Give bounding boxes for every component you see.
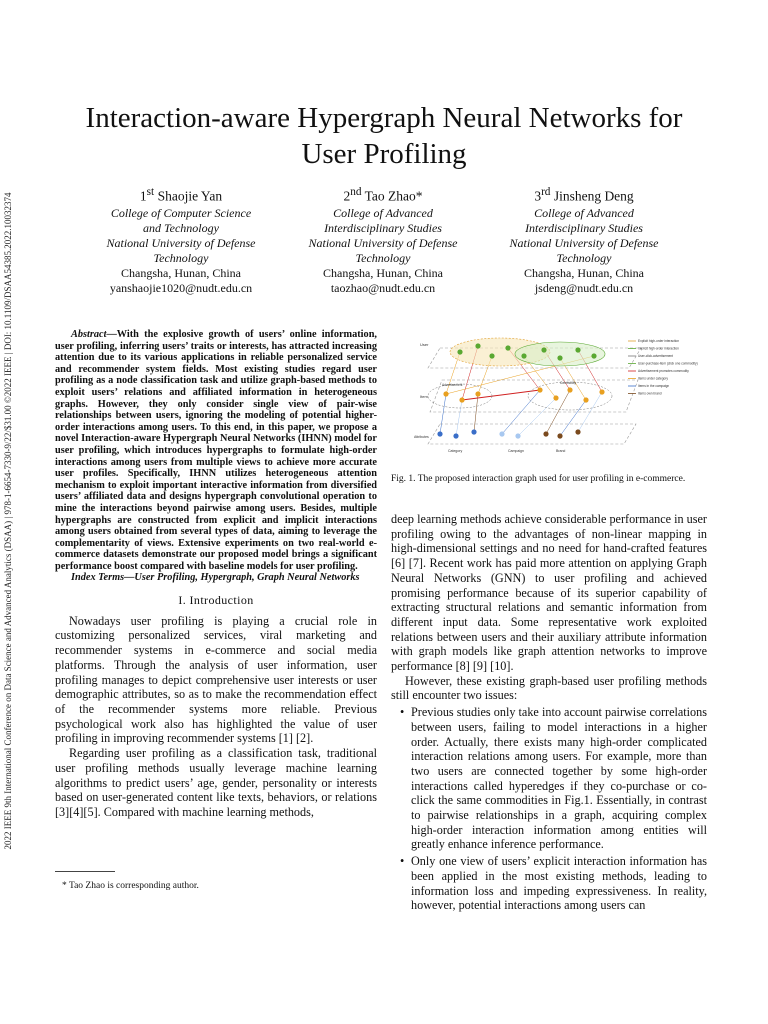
user-node: [457, 349, 462, 354]
row-label: Item: [420, 394, 428, 399]
attribute-node: [499, 431, 504, 436]
user-node: [475, 343, 480, 348]
author-location: Changsha, Hunan, China: [524, 265, 644, 280]
attribute-node: [453, 433, 458, 438]
item-node: [583, 397, 588, 402]
item-node: [567, 387, 572, 392]
abstract: [55, 329, 377, 572]
intro-paragraph-2: Regarding user profiling as a classification task, traditional user profiling methods usually leverage machine learning algorithms to predict users’ age, gender, personality or interests based on user-generated content like texts, behaviors, or relations [3][4][5]. Compared with machine learning methods,: [55, 746, 377, 819]
legend-entry: Implicit high-order interaction: [638, 346, 679, 351]
legend-entry: Items in the campaign: [638, 384, 670, 388]
figure-caption: Fig. 1. The proposed interaction graph used for user profiling in e-commerce.: [391, 474, 686, 484]
legend-entry: Explicit high-order interaction: [638, 339, 680, 343]
user-node: [489, 353, 494, 358]
bullet-icon: •: [400, 854, 405, 869]
author-ordinal: 1: [139, 188, 147, 204]
intro-paragraph-1: Nowadays user profiling is playing a crucial role in customizing personalized services, viral marketing and recommender systems in e-commerce and social media platforms. Through the analysis of user information, user profiling manages to depict comprehensive user interests or user demographic attributes, so as to make the recommendation effect of the recommender systems more reliable. Previous psychological work also has highlighted the value of user profiling in improving recommender systems [1] [2].: [55, 613, 377, 746]
attribute-edge: [518, 398, 556, 436]
abstract-label: Abstract: [71, 329, 107, 340]
user-node: [541, 347, 546, 352]
item-node: [553, 395, 558, 400]
item-node: [459, 397, 464, 402]
author-affiliation: National University of Defense: [308, 235, 458, 250]
footnote-rule: [55, 871, 115, 872]
right-paragraph-2: However, these existing graph-based user profiling methods still encounter two issues:: [391, 673, 707, 703]
author-affiliation: College of Advanced: [534, 205, 634, 220]
legend-entry: User-click-advertisement: [638, 354, 674, 358]
author-ordinal-suffix: st: [146, 186, 155, 198]
author-name: [489, 184, 679, 205]
list-item: [391, 854, 707, 913]
item-node: [475, 391, 480, 396]
section-heading: I. Introduction: [178, 593, 254, 608]
title-line-2: User Profiling: [301, 138, 467, 170]
title-line-1: Interaction-aware Hypergraph Neural Networks for: [85, 102, 683, 134]
index-terms: Index Terms—User Profiling, Hypergraph, Graph Neural Networks: [71, 572, 360, 584]
region-ellipse: [428, 384, 492, 408]
author-name-text: Jinsheng Deng: [553, 188, 634, 204]
abstract-text: —With the explosive growth of users’ online information, user profiling, inferring users’ traits or interests, has attracted increasing attention due to its various applications in reliable personalized service and recommender system fields. Most existing studies regard user profiling as a node classification task and utilize graph-based methods to exploit users’ relations and affiliated information in heterogeneous graphs. However, they only consider single view of pair-wise relationships between users, ignoring the modeling of potential higher-order interactions among users. To this end, in this paper, we propose a novel Interaction-aware Hypergraph Neural Networks (IHNN) model for user profiling, which introduces hypergraphs to formulate high-order interactions among users from multiple views to achieve more accurate user profiles. Specifically, IHNN utilizes heterogeneous attention mechanism to exploit important interactive information from diversified users’ affiliated data and designs hypergraph convolutional operation to mine the interactions beyond pairwise among users. Besides, multiple hypergraphs are constructed from explicit and implicit interactions among users obtained from several types of data, aiming to leverage the complementarity of views. Extensive experiments on two real-world e-commerce datasets demonstrate our proposed model brings a significant performance boost compared with baseline models for user profiling.: [55, 329, 377, 572]
author-ordinal-suffix: nd: [350, 186, 362, 198]
user-node: [521, 353, 526, 358]
author-location: Changsha, Hunan, China: [323, 265, 443, 280]
item-node: [443, 391, 448, 396]
author-ordinal-suffix: rd: [541, 186, 551, 198]
attribute-node: [437, 431, 442, 436]
author-affiliation: College of Advanced: [333, 205, 433, 220]
user-node: [505, 345, 510, 350]
user-node: [557, 355, 562, 360]
author-affiliation: National University of Defense: [509, 235, 659, 250]
region-label: Advertisement: [442, 383, 463, 387]
promotion-edge: [462, 390, 540, 400]
author-block-3: [489, 184, 679, 296]
layer-plane: [428, 424, 636, 444]
attribute-node: [557, 433, 562, 438]
legend-entry: Items own brand: [638, 391, 662, 396]
author-email: taozhao@nudt.edu.cn: [330, 280, 436, 295]
author-block-2: [288, 184, 478, 296]
hyperedge-ellipse: [515, 342, 605, 366]
right-column: [391, 512, 707, 915]
attribute-edge: [560, 400, 586, 436]
row-label: Attributes: [414, 435, 429, 439]
author-affiliation: Interdisciplinary Studies: [525, 220, 643, 235]
attribute-group-label: Category: [448, 449, 463, 453]
author-email: yanshaojie1020@nudt.edu.cn: [109, 280, 253, 295]
attribute-node: [471, 429, 476, 434]
list-item: [391, 705, 707, 852]
right-paragraph-1: deep learning methods achieve considerable performance in user profiling owing to the advantages of non-linear mapping in high-dimensional settings and no need for hand-crafted features [6] [7]. Recent work has paid more attention on applying Graph Neural Networks (GNN) to user profiling and achieved promising performance because of its superior capability of extracting structural relations and semantic information from different input data. Some representative work exploited relations between users and their auxiliary attribute information with graph models like graph attention networks to improve performance [8] [9] [10].: [391, 512, 707, 674]
region-label: Commodity: [560, 381, 577, 385]
row-label: User: [420, 342, 429, 347]
attribute-node: [515, 433, 520, 438]
author-affiliation: National University of Defense: [106, 235, 256, 250]
author-location: Changsha, Hunan, China: [121, 265, 241, 280]
attribute-group-label: Campaign: [508, 449, 524, 453]
user-node: [575, 347, 580, 352]
author-ordinal: 2: [343, 188, 351, 204]
author-name: [86, 184, 276, 205]
list-item-text: Previous studies only take into account pairwise correlations between users, failing to model interactions in a higher order. Actually, there exists many high-order complicated interaction relations among users. For example, more than two users are connected together by some high-order interactions called hyperedges if they co-purchase or co-click the same commodities in Fig.1. Essentially, in contrast to pairwise relationships in a graph, acquiring complex high-order interaction information among entities will greatly enhance inference performance.: [411, 705, 707, 852]
author-affiliation: and Technology: [143, 220, 219, 235]
item-node: [599, 389, 604, 394]
author-name-text: Tao Zhao*: [364, 188, 423, 204]
bullet-icon: •: [400, 705, 405, 720]
author-affiliation: Technology: [153, 250, 209, 265]
issues-list: [391, 705, 707, 913]
author-name: [288, 184, 478, 205]
attribute-node: [575, 429, 580, 434]
paper-title: [40, 100, 728, 172]
author-affiliation: Technology: [556, 250, 612, 265]
author-affiliation: Technology: [355, 250, 411, 265]
legend-entry: Advertisement promotes commodity: [638, 369, 689, 373]
legend-entry: Items under category: [638, 376, 668, 381]
author-ordinal: 3: [534, 188, 542, 204]
left-column: [55, 329, 377, 820]
legend-entry: User-purchase-item (click one commodity): [638, 361, 698, 366]
author-name-text: Shaojie Yan: [157, 188, 223, 204]
author-email: jsdeng@nudt.edu.cn: [534, 280, 634, 295]
attribute-edge: [440, 394, 446, 434]
footnote: * Tao Zhao is corresponding author.: [62, 881, 199, 891]
interaction-graph-figure: [414, 328, 720, 456]
attribute-edge: [474, 394, 478, 432]
attribute-node: [543, 431, 548, 436]
item-node: [537, 387, 542, 392]
attribute-group-label: Brand: [556, 449, 566, 453]
copyright-sidebar: 2022 IEEE 9th International Conference on Data Science and Advanced Analytics (DSAA) | 978-1-6654-7330-9/22/$31.00 ©2022 IEEE | DOI: 10.1109/DSAA54385.2022.10032374: [3, 192, 13, 850]
attribute-edge: [456, 400, 462, 436]
author-block-1: [86, 184, 276, 296]
author-affiliation: College of Computer Science: [110, 205, 252, 220]
author-affiliation: Interdisciplinary Studies: [324, 220, 442, 235]
list-item-text: Only one view of users’ explicit interaction information has been applied in the most existing methods, leading to information loss and impeding expressiveness. In reality, however, potential interactions among users can: [411, 854, 707, 913]
user-node: [591, 353, 596, 358]
